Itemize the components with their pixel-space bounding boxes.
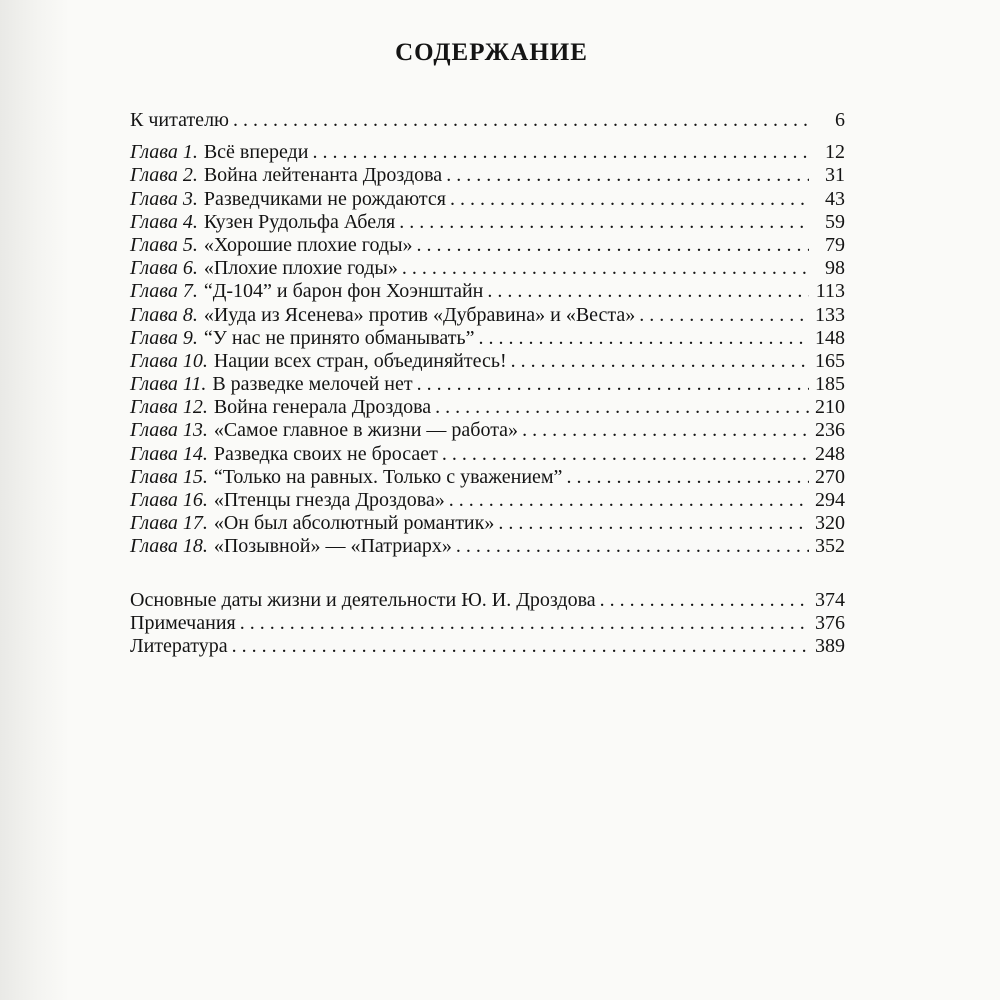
chapter-title: Война генерала Дроздова [213, 396, 432, 419]
toc-page-number: 270 [815, 465, 845, 488]
chapter-number: Глава 10. [130, 349, 208, 372]
toc-entry-label [130, 211, 395, 234]
toc-chapter-entry [130, 280, 845, 303]
dot-leader [402, 257, 809, 280]
toc-entry-label [130, 419, 518, 442]
dot-leader [399, 211, 809, 234]
toc-page-number: 43 [825, 187, 845, 210]
chapter-title: «Хорошие плохие годы» [203, 233, 413, 256]
chapter-title: Война лейтенанта Дроздова [203, 164, 443, 187]
dot-leader [456, 535, 809, 558]
chapter-title: Разведка своих не бросает [213, 442, 438, 465]
dot-leader [417, 234, 810, 257]
dot-leader [442, 443, 809, 466]
dot-leader [478, 327, 809, 350]
chapter-title: В разведке мелочей нет [212, 373, 413, 396]
chapter-title: «Иуда из Ясенева» против «Дубравина» и «Веста» [203, 303, 636, 326]
chapter-number: Глава 6. [130, 257, 198, 280]
toc-chapter-entry [130, 257, 845, 280]
toc-page-number: 236 [815, 419, 845, 442]
chapter-title: “Только на равных. Только с уважением” [213, 465, 563, 488]
toc-chapter-entry [130, 489, 845, 512]
chapter-title: «Плохие плохие годы» [203, 257, 398, 280]
toc-entry-label [130, 350, 507, 373]
dot-leader [240, 612, 809, 635]
toc-entry [130, 589, 845, 612]
chapter-title: Кузен Рудольфа Абеля [203, 210, 396, 233]
dot-leader [232, 635, 809, 658]
toc-chapter-entry [130, 304, 845, 327]
chapter-number: Глава 2. [130, 164, 198, 187]
toc-entry-label: Литература [130, 634, 228, 657]
toc-chapter-entry [130, 535, 845, 558]
chapter-number: Глава 7. [130, 280, 198, 303]
dot-leader [566, 466, 809, 489]
chapter-number: Глава 1. [130, 141, 198, 164]
chapter-number: Глава 5. [130, 233, 198, 256]
toc-entry-label [130, 188, 446, 211]
dot-leader [487, 280, 809, 303]
toc-entry-label [130, 512, 494, 535]
toc-chapter-entry [130, 443, 845, 466]
dot-leader [446, 164, 809, 187]
toc-entry-label [130, 234, 413, 257]
toc-page-number: 376 [815, 611, 845, 634]
chapter-number: Глава 14. [130, 442, 208, 465]
chapter-title: «Птенцы гнезда Дроздова» [213, 489, 445, 511]
toc-page-number: 59 [825, 210, 845, 233]
toc-page-number: 6 [835, 109, 845, 131]
toc-page-number: 31 [825, 164, 845, 187]
toc-entry-label: К читателю [130, 109, 229, 131]
page-edge-shadow [0, 0, 70, 1000]
toc-page-number: 352 [815, 535, 845, 558]
toc-chapter-entry [130, 373, 845, 396]
toc-chapter-entry [130, 234, 845, 257]
toc-chapter-entry [130, 164, 845, 187]
dot-leader [450, 188, 809, 211]
toc-entry-label [130, 141, 308, 164]
toc-entry-label [130, 257, 398, 280]
toc-page-number: 320 [815, 512, 845, 535]
toc-entry-label [130, 443, 438, 466]
toc-page-number: 389 [815, 634, 845, 657]
chapter-title: “У нас не принято обманывать” [203, 326, 475, 349]
dot-leader [498, 512, 809, 535]
chapter-number: Глава 12. [130, 396, 208, 419]
dot-leader [312, 141, 809, 164]
dot-leader [435, 396, 809, 419]
toc-page-number: 98 [825, 257, 845, 280]
chapter-title: “Д-104” и барон фон Хоэнштайн [203, 280, 484, 303]
toc-entry-label [130, 535, 452, 558]
toc-entry-label: Примечания [130, 611, 236, 634]
dot-leader [600, 589, 809, 612]
toc-entry-label [130, 373, 413, 396]
toc-page-number: 113 [815, 280, 845, 303]
toc-chapter-entry [130, 466, 845, 489]
toc-entry-label [130, 327, 474, 350]
toc-front-matter [130, 109, 845, 132]
toc-page-number: 374 [815, 588, 845, 611]
toc-entry-label: Основные даты жизни и деятельности Ю. И. Дроздова [130, 588, 596, 611]
toc-chapter-entry [130, 327, 845, 350]
toc-page-number: 294 [815, 489, 845, 511]
table-of-contents [130, 38, 845, 658]
toc-page-number: 248 [815, 442, 845, 465]
dot-leader [449, 489, 809, 512]
toc-chapter-entry [130, 396, 845, 419]
toc-entry [130, 612, 845, 635]
toc-back-matter [130, 589, 845, 659]
toc-chapters [130, 141, 845, 558]
toc-page-number: 133 [815, 303, 845, 326]
toc-entry-label [130, 280, 483, 303]
chapter-title: «Он был абсолютный романтик» [213, 512, 495, 535]
chapter-number: Глава 3. [130, 187, 198, 210]
toc-chapter-entry [130, 419, 845, 442]
chapter-number: Глава 8. [130, 303, 198, 326]
chapter-number: Глава 11. [130, 373, 207, 396]
toc-chapter-entry [130, 350, 845, 373]
chapter-title: «Позывной» — «Патриарх» [213, 535, 452, 558]
chapter-number: Глава 9. [130, 326, 198, 349]
toc-page-number: 210 [815, 396, 845, 419]
toc-title: СОДЕРЖАНИЕ [395, 39, 588, 66]
toc-entry-label [130, 164, 442, 187]
chapter-title: «Самое главное в жизни — работа» [213, 419, 519, 442]
dot-leader [417, 373, 809, 396]
chapter-number: Глава 15. [130, 465, 208, 488]
toc-chapter-entry [130, 141, 845, 164]
dot-leader [233, 109, 809, 132]
toc-entry [130, 109, 845, 132]
chapter-title: Разведчиками не рождаются [203, 187, 446, 210]
toc-entry-label [130, 304, 635, 327]
toc-page-number: 185 [815, 373, 845, 396]
toc-chapter-entry [130, 512, 845, 535]
dot-leader [511, 350, 809, 373]
toc-entry-label [130, 489, 445, 512]
chapter-number: Глава 16. [130, 489, 208, 511]
toc-entry-label [130, 466, 562, 489]
toc-chapter-entry [130, 211, 845, 234]
chapter-number: Глава 18. [130, 535, 208, 558]
toc-entry [130, 635, 845, 658]
chapter-number: Глава 17. [130, 512, 208, 535]
chapter-title: Нации всех стран, объединяйтесь! [213, 349, 507, 372]
dot-leader [639, 304, 809, 327]
dot-leader [522, 419, 809, 442]
toc-page-number: 165 [815, 349, 845, 372]
toc-chapter-entry [130, 188, 845, 211]
chapter-number: Глава 13. [130, 419, 208, 442]
toc-page-number: 12 [825, 141, 845, 164]
chapter-title: Всё впереди [203, 141, 309, 164]
toc-page-number: 79 [825, 233, 845, 256]
toc-entry-label [130, 396, 431, 419]
toc-page-number: 148 [815, 326, 845, 349]
chapter-number: Глава 4. [130, 210, 198, 233]
